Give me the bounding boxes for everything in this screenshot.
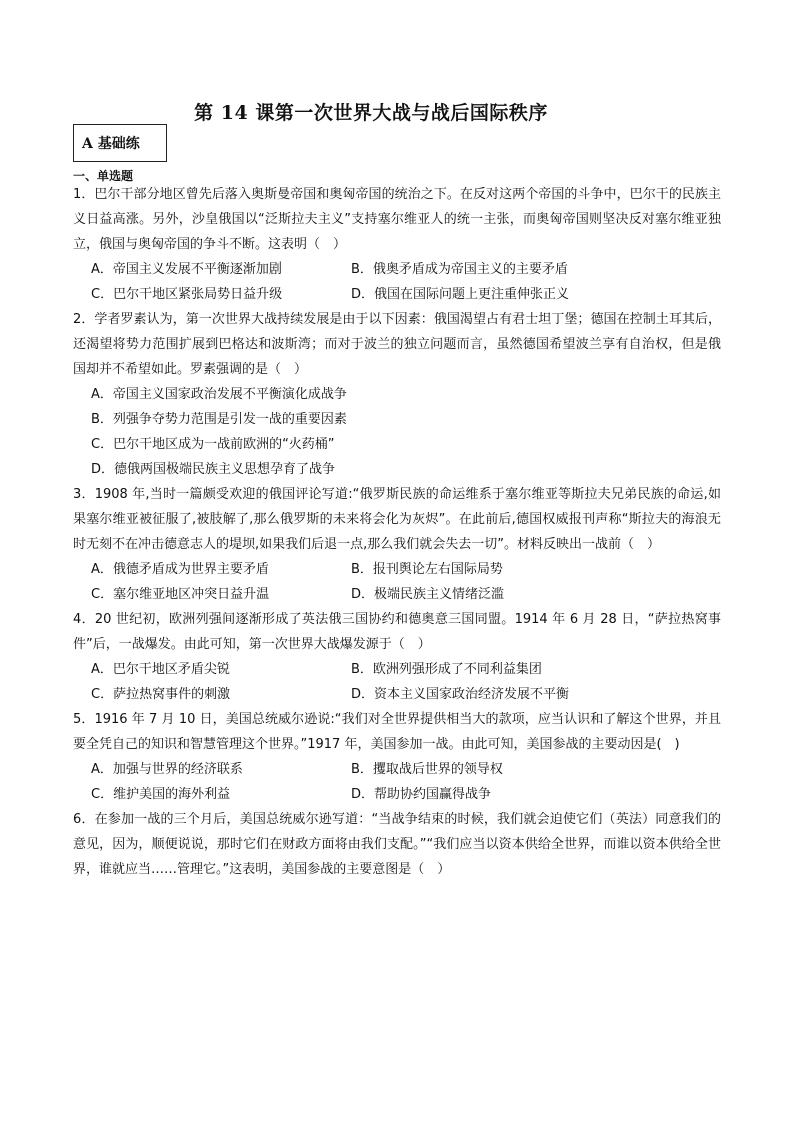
question-3 (73, 482, 721, 607)
option-d: D．帮助协约国赢得战争 (351, 787, 492, 802)
level-badge: A 基础练 (73, 124, 167, 162)
question-6 (73, 807, 721, 882)
option-d: D．德俄两国极端民族主义思想孕育了战争 (91, 462, 336, 477)
question-4 (73, 607, 721, 707)
option-c: C．巴尔干地区成为一战前欧洲的“火药桶” (91, 437, 335, 452)
question-stem: 4．20 世纪初，欧洲列强间逐渐形成了英法俄三国协约和德奥意三国同盟。1914 年 6 月 28 日，“萨拉热窝事件”后，一战爆发。由此可知，第一次世界大战爆发源于（ ） (73, 612, 721, 652)
option-a: A．帝国主义国家政治发展不平衡演化成战争 (91, 387, 347, 402)
option-a: A．巴尔干地区矛盾尖锐 (91, 662, 230, 677)
question-2 (73, 307, 721, 482)
section-heading: 一、单选题 (73, 169, 134, 183)
question-stem: 3．1908 年,当时一篇颇受欢迎的俄国评论写道:“俄罗斯民族的命运维系于塞尔维亚等斯拉夫兄弟民族的命运,如果塞尔维亚被征服了,被肢解了,那么俄罗斯的未来将会化为灰烬”。在此前后,德国权威报刊声称“斯拉夫的海浪无时无刻不在冲击德意志人的堤坝,如果我们后退一点,那么我们就会失去一切”。材料反映出一战前（ ） (73, 487, 721, 552)
option-d: D．极端民族主义情绪泛滥 (351, 587, 505, 602)
option-c: C．巴尔干地区紧张局势日益升级 (91, 287, 283, 302)
option-b: B．欧洲列强形成了不同利益集团 (351, 662, 542, 677)
question-stem: 5．1916 年 7 月 10 日，美国总统威尔逊说:“我们对全世界提供相当大的款项，应当认识和了解这个世界，并且要全凭自己的知识和智慧管理这个世界。”1917 年，美国参加一战。由此可知，美国参战的主要动因是( ) (73, 712, 721, 752)
option-b: B．攫取战后世界的领导权 (351, 762, 503, 777)
option-a: A．帝国主义发展不平衡逐渐加剧 (91, 262, 282, 277)
option-b: B．列强争夺势力范围是引发一战的重要因素 (91, 412, 347, 427)
question-5 (73, 707, 721, 807)
question-stem: 1．巴尔干部分地区曾先后落入奥斯曼帝国和奥匈帝国的统治之下。在反对这两个帝国的斗争中，巴尔干的民族主义日益高涨。另外，沙皇俄国以“泛斯拉夫主义”支持塞尔维亚人的统一主张，而奥匈帝国则坚决反对塞尔维亚独立，俄国与奥匈帝国的争斗不断。这表明（ ） (73, 187, 721, 252)
option-b: B．报刊舆论左右国际局势 (351, 562, 503, 577)
question-stem: 2．学者罗素认为，第一次世界大战持续发展是由于以下因素：俄国渴望占有君士坦丁堡；德国在控制土耳其后，还渴望将势力范围扩展到巴格达和波斯湾；而对于波兰的独立问题而言，虽然德国希望波兰享有自治权，但是俄国却并不希望如此。罗素强调的是（ ） (73, 312, 721, 377)
question-list (73, 182, 721, 882)
question-stem: 6．在参加一战的三个月后，美国总统威尔逊写道：“当战争结束的时候，我们就会迫使它们（英法）同意我们的意见，因为，顺便说说，那时它们在财政方面将由我们支配。”“我们应当以资本供给全世界，而谁以资本供给全世界，谁就应当……管理它。”这表明，美国参战的主要意图是（ ） (73, 812, 721, 877)
option-d: D．资本主义国家政治经济发展不平衡 (351, 687, 570, 702)
question-1 (73, 182, 721, 307)
page-title: 第 14 课第一次世界大战与战后国际秩序 (194, 102, 548, 124)
option-d: D．俄国在国际问题上更注重伸张正义 (351, 287, 570, 302)
option-c: C．萨拉热窝事件的刺激 (91, 687, 231, 702)
option-a: A．俄德矛盾成为世界主要矛盾 (91, 562, 269, 577)
option-c: C．塞尔维亚地区冲突日益升温 (91, 587, 270, 602)
option-c: C．维护美国的海外利益 (91, 787, 231, 802)
option-a: A．加强与世界的经济联系 (91, 762, 243, 777)
option-b: B．俄奥矛盾成为帝国主义的主要矛盾 (351, 262, 568, 277)
